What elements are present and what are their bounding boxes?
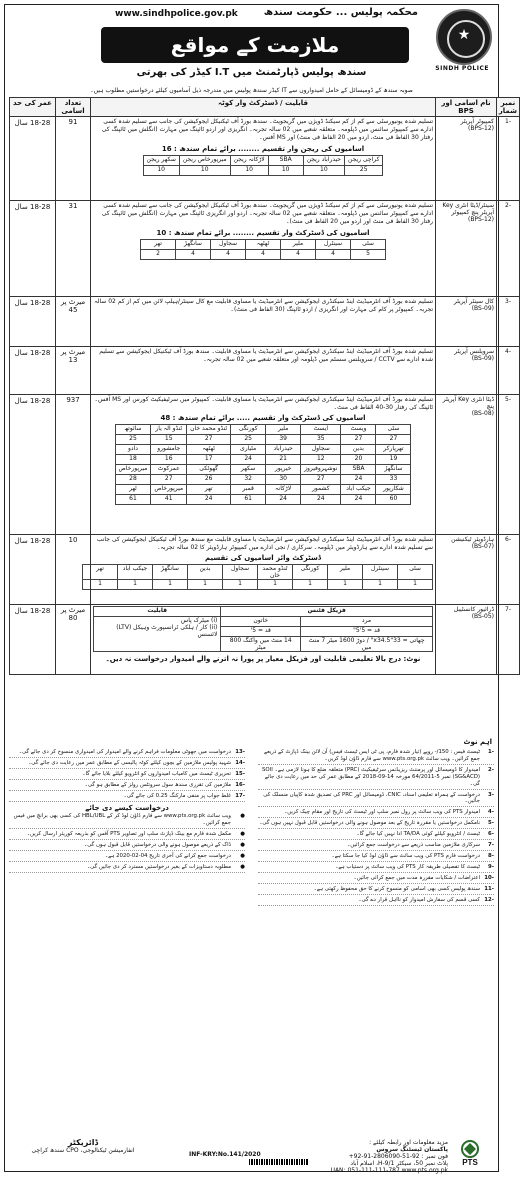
table-row [10, 117, 520, 201]
director-signature [13, 1139, 153, 1155]
dist-val: 16 [151, 455, 187, 465]
note-item [258, 792, 494, 808]
dist-head: سجاول [211, 239, 246, 249]
qualification-text: تسلیم شدہ بورڈ آف انٹرمیڈیٹ اینڈ سیکنڈری ایجوکیشن سے انٹرمیڈیٹ یا مساوی قابلیت مع سندھ بورڈ آف ٹیکنیکل ایجوکیشن کی جانب سے تسلیم شدہ ادارے سے ہارڈویئر میں ڈپلومہ۔ سرکاری / نجی ادارے میں کمپیوٹر ہارڈویئر کا 02 سالہ تجربہ۔ [96, 536, 433, 552]
dist-val: 2 [141, 249, 176, 259]
how-item [9, 813, 245, 829]
dist-head: سٹی [398, 565, 433, 580]
post-name [436, 117, 497, 201]
dist-head: میرپورخاص [115, 465, 151, 475]
post-no: -5 [497, 395, 520, 535]
table-row [10, 347, 520, 395]
bullet-icon: ● [240, 831, 245, 838]
dist-val: 24 [231, 455, 266, 465]
dist-head: لاڑکانہ [266, 485, 301, 495]
male-chest: چھاتی = 33"x34.5" / دوڑ 1600 میٹر 7 منٹ میں [301, 637, 433, 652]
sindh-police-logo-icon: ★ [436, 9, 492, 65]
note-text: غلط جواب پر منفی مارکنگ 0.25 کی جائے گی۔ [123, 792, 231, 799]
post-title: کمپیوٹر آپریٹر [460, 118, 494, 125]
post-age: 18-28 سال [10, 535, 56, 605]
qual-a: (i) میٹرک پاس [180, 617, 218, 624]
qualification-text: تسلیم شدہ بورڈ آف انٹرمیڈیٹ اینڈ سیکنڈری ایجوکیشن سے انٹرمیڈیٹ یا مساوی قابلیت۔ کمپیوٹر میں سرٹیفیکیٹ کورس اور MS آفس۔ ٹائپنگ کی رفتار 30-40 الفاظ فی منٹ۔ [94, 396, 433, 412]
post-no: -1 [497, 117, 520, 201]
advertisement-page [4, 4, 517, 1174]
dist-head: میرپورخاص [151, 485, 187, 495]
dist-head: سانگھڑ [176, 239, 211, 249]
notes-title: اہم نوٹ [463, 738, 492, 746]
table-row [10, 605, 520, 675]
female-label: خاتون [221, 617, 301, 627]
dist-head: سکھر [231, 465, 266, 475]
post-title: ڈرائیور کانسٹیبل [453, 606, 494, 613]
post-qualification [91, 297, 436, 347]
dist-val: 25 [115, 435, 151, 445]
dist-head: خیرپور [266, 465, 301, 475]
note-number: -12 [484, 896, 494, 903]
dist-val: 24 [341, 475, 376, 485]
dist-val: 4 [281, 249, 316, 259]
table-row [10, 535, 520, 605]
dist-head: مٹیاری [231, 445, 266, 455]
post-age: 18-28 سال [10, 347, 56, 395]
note-item [258, 809, 494, 818]
post-qualification [91, 347, 436, 395]
distribution-title: ڈسٹرکٹ وائز اسامیوں کی تقسیم [205, 554, 321, 563]
dist-head: کورنگی [293, 565, 328, 580]
dist-val: 61 [115, 495, 151, 505]
distribution-table [143, 155, 384, 176]
note-item [9, 793, 245, 802]
note-item [9, 782, 245, 791]
post-no: -2 [497, 201, 520, 297]
pts-contact [298, 1139, 448, 1174]
footer [9, 1138, 494, 1174]
dist-val: 25 [231, 435, 266, 445]
dist-head: جیکب آباد [118, 565, 153, 580]
post-age: 18-28 سال [10, 395, 56, 535]
note-item [258, 749, 494, 765]
dist-val: 15 [151, 435, 187, 445]
note-number: -6 [487, 831, 494, 838]
dist-head: ٹنڈو الہ یار [151, 425, 187, 435]
dist-head: سائوتھ [115, 425, 151, 435]
col-qualification: قابلیت / ڈسٹرکٹ وار کوٹہ [91, 98, 436, 117]
more-info-label: مزید معلومات اور رابطہ کیلئے : [369, 1139, 448, 1146]
female-walk: 14 منٹ میں واکنگ 800 میٹر [221, 637, 301, 652]
important-notes [9, 739, 494, 1137]
dist-head: بدین [341, 445, 376, 455]
dist-head: کشمور [301, 485, 341, 495]
notes-right-column [258, 749, 494, 908]
dist-head: کورنگی [231, 425, 266, 435]
note-number: -8 [487, 852, 494, 859]
post-no: -6 [497, 535, 520, 605]
dist-head: لاڑکانہ ریجن [230, 155, 268, 165]
dist-head: سجاول [223, 565, 258, 580]
post-age: 18-28 سال [10, 117, 56, 201]
dist-head: سٹی [351, 239, 386, 249]
dist-head: جیکب آباد [341, 485, 376, 495]
dist-head: SBA [341, 465, 376, 475]
dist-head: سکھر ریجن [143, 155, 179, 165]
post-name [436, 535, 497, 605]
col-count: تعداد اسامی [56, 98, 91, 117]
post-age: 18-28 سال [10, 201, 56, 297]
table-row [10, 297, 520, 347]
dist-val: 27 [187, 435, 231, 445]
dist-head: سینٹرل [316, 239, 351, 249]
dist-head: سٹی [376, 425, 411, 435]
distribution-title: اسامیوں کی ڈسٹرکٹ وار تقسیم ..... برائے تمام سندھ : 48 [160, 414, 366, 423]
note-text: درخواست میں جھوٹی معلومات فراہم کرنے والے امیدوار کی امیدواری منسوخ کر دی جائے گی۔ [18, 749, 231, 755]
dist-val: 28 [115, 475, 151, 485]
banner [101, 27, 409, 63]
post-bps: (BS-09) [471, 305, 494, 312]
distribution-title: اسامیوں کی ریجن وار تقسیم ........ برائے تمام سندھ : 16 [161, 144, 365, 153]
dist-val: 1 [328, 580, 363, 590]
bullet-icon: ● [240, 863, 245, 870]
how-text: مکمل شدہ فارم مع بینک ڈپازٹ سلپ اور تصاویر PTS آفس کو بذریعہ کوریئر ارسال کریں۔ [26, 831, 231, 838]
note-text: ملازمین کی تقرری سندھ سول سرونٹس رولز کے مطابق ہو گی۔ [84, 781, 231, 788]
qual-label: قابلیت [94, 607, 221, 617]
distribution-table [82, 564, 433, 590]
note-number: -7 [487, 842, 494, 849]
notes-left-column [9, 749, 245, 875]
driver-note: نوٹ: درج بالا تعلیمی قابلیت اور فزیکل معیار پر پورا نہ اترنے والے امیدوار درخواست نہ دیں۔ [105, 655, 421, 663]
dist-head: ایسٹ [301, 425, 341, 435]
qualification-text: تسلیم شدہ یونیورسٹی سے کم از کم سیکنڈ ڈویژن میں گریجویٹ۔ سندھ بورڈ آف ٹیکنیکل ایجوکیشن کی جانب سے تسلیم شدہ کسی ادارے سے کمپیوٹر سائنس میں ڈپلومہ۔ متعلقہ شعبے میں 02 سالہ تجربہ۔ انگریزی اور اردو ٹائپنگ میں مہارت (انگلش میں ٹائپنگ کی رفتار 30 الفاظ فی منٹ، اردو میں 20 الفاظ فی منٹ) اور MS آفس۔ [101, 118, 433, 142]
dist-head: تھرپارکر [376, 445, 411, 455]
post-no: -4 [497, 347, 520, 395]
post-title: ہارڈویئر ٹیکنیشن [451, 536, 494, 543]
post-age: 18-28 سال [10, 605, 56, 675]
dist-val: 21 [266, 455, 301, 465]
dist-val: 1 [258, 580, 293, 590]
dist-val: 1 [223, 580, 258, 590]
how-item [9, 853, 245, 862]
dist-head: ٹنڈو محمد خان [187, 425, 231, 435]
post-count: 31 [56, 201, 91, 297]
dist-head: میرپورخاص ریجن [179, 155, 230, 165]
note-text: شہید پولیس ملازمین کے بچوں کیلئے کوٹہ پالیسی کے مطابق عمر میں رعایت دی جائے گی۔ [28, 759, 231, 766]
dist-head: ٹھٹھہ [246, 239, 281, 249]
post-count: 10 [56, 535, 91, 605]
note-item [9, 771, 245, 780]
distribution-table [140, 239, 386, 260]
dist-head: تھر [83, 565, 118, 580]
female-height: قد = 5' [221, 627, 301, 637]
note-number: -10 [484, 874, 494, 881]
qualification-text: تسلیم شدہ بورڈ آف انٹرمیڈیٹ اینڈ سیکنڈری ایجوکیشن سے انٹرمیڈیٹ یا مساوی قابلیت مع کال سینٹر/ہیلپ لائن میں کم از کم 02 سالہ تجربہ۔ کمپیوٹر پر کام کی مہارت اور انگریزی / اردو ٹائپنگ (30 الفاظ فی منٹ)۔ [94, 298, 433, 314]
dist-head: حیدرآباد ریجن [303, 155, 344, 165]
post-bps: (BS-05) [471, 613, 494, 620]
dist-head: قمبر [231, 485, 266, 495]
note-number: -3 [487, 791, 494, 798]
note-text: تحریری ٹیسٹ میں کامیاب امیدواروں کو انٹرویو کیلئے بلایا جائے گا۔ [82, 770, 231, 777]
note-item [258, 820, 494, 829]
dist-val: 61 [231, 495, 266, 505]
dist-val: 39 [266, 435, 301, 445]
note-text: اعتراضات / شکایات مقررہ مدت میں جمع کرائی جائیں۔ [353, 874, 480, 881]
post-no: -3 [497, 297, 520, 347]
col-no: نمبر شمار [497, 98, 520, 117]
post-count: 91 [56, 117, 91, 201]
post-qualification [91, 117, 436, 201]
post-title: کال سینٹر آپریٹر [453, 298, 494, 305]
header [5, 5, 498, 97]
bullet-icon: ● [240, 813, 245, 820]
dist-val: 17 [187, 455, 231, 465]
note-text: امیدوار PTS کی ویب سائٹ پر رول نمبر سلپ اور ٹیسٹ کی تاریخ اور مقام چیک کریں۔ [284, 809, 480, 816]
post-qualification [91, 535, 436, 605]
dist-head: سینٹرل [363, 565, 398, 580]
pts-address: پلاٹ نمبر 50، سیکٹر H-9/1، اسلام آباد [350, 1160, 448, 1167]
note-item [258, 864, 494, 873]
dist-val: 10 [303, 165, 344, 175]
dist-val: 25 [345, 165, 383, 175]
dist-val: 60 [376, 495, 411, 505]
note-number: -11 [484, 885, 494, 892]
how-item [9, 864, 245, 873]
dist-head: ٹھر [115, 485, 151, 495]
dist-head: نوشہروفیروز [301, 465, 341, 475]
dist-head: سجاول [301, 445, 341, 455]
male-label: مرد [301, 617, 433, 627]
logo-caption: SINDH POLICE [435, 65, 489, 72]
note-number: -15 [235, 770, 245, 777]
how-text: ویب سائٹ www.pts.org.pk سے فارم ڈاؤن لوڈ کر کے HBL/UBL کی کسی بھی برانچ میں فیس جمع کرائیں۔ [13, 813, 231, 827]
dist-val: 33 [376, 475, 411, 485]
director-subtitle: انفارمیشن ٹیکنالوجی، CPO سندھ کراچی [31, 1147, 135, 1154]
note-number: -9 [487, 863, 494, 870]
dist-val: 32 [231, 475, 266, 485]
qualification-text: تسلیم شدہ یونیورسٹی سے کم از کم سیکنڈ ڈویژن میں گریجویٹ۔ سندھ بورڈ آف ٹیکنیکل ایجوکیشن کی جانب سے تسلیم شدہ کسی ادارے سے کمپیوٹر سائنس میں ڈپلومہ۔ متعلقہ شعبے میں 02 سالہ تجربہ۔ اردو اور انگریزی ٹائپنگ میں مہارت (انگلش میں ٹائپنگ کی رفتار 30 الفاظ فی منٹ اور اردو میں 20 الفاظ فی منٹ)۔ [101, 202, 433, 226]
dist-val: 27 [376, 435, 411, 445]
intro-text: صوبہ سندھ کے ڈومیسائل کے حامل امیدواروں سے IT کیڈر سندھ پولیس میں مندرجہ ذیل آسامیوں کیلئے درخواستیں مطلوب ہیں۔ [90, 87, 413, 94]
post-count: میرٹ پر 13 [56, 347, 91, 395]
note-number: -14 [235, 759, 245, 766]
qualification-text: تسلیم شدہ بورڈ آف انٹرمیڈیٹ اینڈ سیکنڈری ایجوکیشن سے انٹرمیڈیٹ یا مساوی قابلیت۔ سندھ بورڈ آف ٹیکنیکل ایجوکیشن سے تسلیم شدہ ادارے سے CCTV / سرویلنس سسٹم میں ڈپلومہ اور متعلقہ شعبے میں 02 سالہ تجربہ۔ [99, 348, 433, 364]
dist-head: شکارپور [376, 485, 411, 495]
dist-head: ٹھٹھہ [187, 445, 231, 455]
dist-head: کراچی ریجن [345, 155, 383, 165]
how-text: ڈاک کے ذریعے موصول ہونے والی درخواستیں قابل قبول ہوں گی۔ [84, 842, 231, 849]
note-item [9, 760, 245, 769]
post-title: سینٹر/ڈیٹا انٹری Key آپریٹر پنچ کمپیوٹر [442, 202, 494, 216]
note-text: نامکمل درخواستیں یا مقررہ تاریخ کے بعد موصول ہونے والی درخواستیں قابل قبول نہیں ہوں گی۔ [259, 820, 480, 827]
dist-val: 10 [179, 165, 230, 175]
table-header-row [10, 98, 520, 117]
director-title: ڈائریکٹر [67, 1138, 99, 1147]
note-number: -4 [487, 809, 494, 816]
dist-val: 19 [376, 455, 411, 465]
note-item [258, 853, 494, 862]
note-number: -13 [235, 749, 245, 755]
note-item [258, 831, 494, 840]
dist-val: 26 [187, 475, 231, 485]
dist-val: 24 [341, 495, 376, 505]
table-row [10, 201, 520, 297]
dist-val: 4 [176, 249, 211, 259]
dist-head: گھوٹکی [187, 465, 231, 475]
dist-head: عمرکوٹ [151, 465, 187, 475]
pts-logo-text: PTS [462, 1158, 478, 1167]
table-row [10, 395, 520, 535]
note-number: -16 [235, 781, 245, 788]
dist-val: 1 [153, 580, 188, 590]
dist-head: تھر [141, 239, 176, 249]
dist-val: 1 [363, 580, 398, 590]
dist-head: ملیر [281, 239, 316, 249]
col-age: عمر کی حد [10, 98, 56, 117]
note-item [258, 842, 494, 851]
dist-val: 27 [151, 475, 187, 485]
driver-requirements [93, 606, 433, 652]
dist-head: دادو [115, 445, 151, 455]
dist-val: 41 [151, 495, 187, 505]
how-text: مطلوبہ دستاویزات کے بغیر درخواستیں مسترد کر دی جائیں گی۔ [87, 863, 231, 870]
post-qualification [91, 201, 436, 297]
note-number: -5 [487, 820, 494, 827]
post-count: میرٹ پر 45 [56, 297, 91, 347]
fitness-title: فزیکل فٹنس [221, 607, 433, 617]
post-bps: (BS-09) [471, 355, 494, 362]
post-bps: (BPS-12) [467, 125, 494, 132]
subtitle: سندھ پولیس ڈپارٹمنٹ میں I.T کیڈر کی بھرتی [136, 67, 367, 78]
posts-table [9, 97, 520, 675]
dist-val: 24 [301, 495, 341, 505]
how-text: درخواست جمع کرانے کی آخری تاریخ 04-02-2020 ہے۔ [104, 853, 231, 860]
distribution-grid [115, 424, 412, 505]
post-name [436, 605, 497, 675]
dist-val: 12 [301, 455, 341, 465]
dist-val: 10 [230, 165, 268, 175]
post-name [436, 201, 497, 297]
how-item [9, 842, 245, 851]
distribution-title: اسامیوں کی ڈسٹرکٹ وار تقسیم ........ برائے تمام سندھ : 10 [156, 228, 370, 237]
dist-val: 5 [351, 249, 386, 259]
dist-val: 10 [143, 165, 179, 175]
dist-head: تھر [187, 485, 231, 495]
dist-head: حیدرآباد [266, 445, 301, 455]
dist-val: 4 [316, 249, 351, 259]
dist-val: 27 [341, 435, 376, 445]
dist-head: جامشورو [151, 445, 187, 455]
bullet-icon: ● [240, 853, 245, 860]
post-count: میرٹ پر 80 [56, 605, 91, 675]
post-count: 937 [56, 395, 91, 535]
note-text: کسی قسم کی سفارش امیدوار کو نااہل قرار دے گی۔ [358, 896, 480, 903]
note-item [258, 886, 494, 895]
note-item [258, 875, 494, 884]
qual-b: (ii) کار / ہلکی ٹرانسپورٹ وہیکل (LTV) لائسنس [116, 624, 218, 638]
qual-items [94, 617, 221, 652]
post-name [436, 297, 497, 347]
department-title: محکمہ پولیس ... حکومت سندھ [263, 7, 418, 18]
pts-uan[interactable]: UAN: 051-111-111-787 www.pts.org.pk [330, 1167, 448, 1174]
banner-title: ملازمت کے مواقع [170, 33, 340, 57]
note-text: امیدوار کا ڈومیسائل اور پرمننٹ ریزیڈنس سرٹیفیکیٹ (PRC) متعلقہ ضلع کا ہونا لازمی ہے۔ SOII (SG&ACD) نمبر 5-64/2011 مورخہ 14-09-2018 کے مطابق عمر کی حد میں رعایت دی جائے گی۔ [262, 766, 480, 787]
post-name [436, 395, 497, 535]
note-item [258, 767, 494, 790]
dist-val: 1 [188, 580, 223, 590]
dist-val: 4 [211, 249, 246, 259]
note-item [9, 749, 245, 758]
post-age: 18-28 سال [10, 297, 56, 347]
dist-val: 1 [398, 580, 433, 590]
dist-val: 18 [115, 455, 151, 465]
dist-val: 24 [266, 495, 301, 505]
note-text: ٹیسٹ فیس : 150/- روپے (تیار شدہ فارم، پی ٹی ایس ٹیسٹ فیس) آن لائن بینک ڈپازٹ کے ذریعے جمع کرائیں۔ ویب سائٹ www.pts.org.pk سے فارم ڈاؤن لوڈ کریں۔ [264, 749, 480, 762]
note-number: -1 [487, 749, 494, 755]
dist-head: ویسٹ [341, 425, 376, 435]
bullet-icon: ● [240, 842, 245, 849]
post-qualification [91, 395, 436, 535]
note-text: ٹیسٹ / انٹرویو کیلئے کوئی TA/DA ادا نہیں کیا جائے گا۔ [356, 831, 480, 838]
dist-val: 30 [266, 475, 301, 485]
reference-number: INF-KRY:No.141/2020 [189, 1151, 261, 1158]
pts-phone: فون نمبر : 92-51-2806090-91-92+ [348, 1153, 448, 1160]
dist-val: 1 [83, 580, 118, 590]
pts-logo-icon [450, 1139, 490, 1167]
how-to-apply-title: درخواست کیسے دی جائے [85, 803, 169, 812]
dist-head: ٹنڈو محمد خان [258, 565, 293, 580]
dist-val: 4 [246, 249, 281, 259]
dist-head: سانگھڑ [376, 465, 411, 475]
dist-val: 10 [268, 165, 303, 175]
post-title: ڈیٹا انٹری Key آپریٹر پنچ [442, 396, 494, 410]
how-item [9, 831, 245, 840]
post-bps: (BS-07) [471, 543, 494, 550]
col-post: نام اسامی اور BPS [436, 98, 497, 117]
dist-head: ملیر [266, 425, 301, 435]
barcode-icon [249, 1159, 309, 1165]
dist-val: 1 [293, 580, 328, 590]
dist-head: سانگھڑ [153, 565, 188, 580]
dist-head: ملیر [328, 565, 363, 580]
dist-val: 1 [118, 580, 153, 590]
post-bps: (BPS-12) [467, 216, 494, 223]
note-text: درخواست کے ہمراہ تعلیمی اسناد، CNIC، ڈومیسائل اور PRC کی تصدیق شدہ کاپیاں منسلک کی جائیں۔ [263, 791, 480, 805]
dist-val: 35 [301, 435, 341, 445]
post-bps: (BS-08) [471, 410, 494, 417]
dist-val: 24 [187, 495, 231, 505]
pts-name: پاکستان ٹیسٹنگ سروس [376, 1146, 448, 1153]
post-title: سرویلنس آپریٹر [454, 348, 494, 355]
dist-head: بدین [188, 565, 223, 580]
male-height: قد = 5'5" [301, 627, 433, 637]
dist-head: SBA [268, 155, 303, 165]
note-text: درخواست فارم PTS کی ویب سائٹ سے ڈاؤن لوڈ کیا جا سکتا ہے۔ [331, 852, 480, 859]
post-qualification [91, 605, 436, 675]
note-number: -2 [487, 766, 494, 773]
dist-val: 20 [341, 455, 376, 465]
note-text: ٹیسٹ کا تفصیلی طریقہ کار PTS کی ویب سائٹ پر دستیاب ہے۔ [335, 863, 480, 870]
post-no: -7 [497, 605, 520, 675]
note-item [258, 897, 494, 906]
note-number: -17 [235, 792, 245, 799]
note-text: سندھ پولیس کسی بھی اسامی کو منسوخ کرنے کا حق محفوظ رکھتی ہے۔ [313, 885, 480, 892]
website-text[interactable]: www.sindhpolice.gov.pk [115, 9, 238, 19]
note-text: سرکاری ملازمین مناسب ذریعے سے درخواست جمع کرائیں۔ [347, 842, 480, 849]
post-name [436, 347, 497, 395]
dist-val: 27 [301, 475, 341, 485]
